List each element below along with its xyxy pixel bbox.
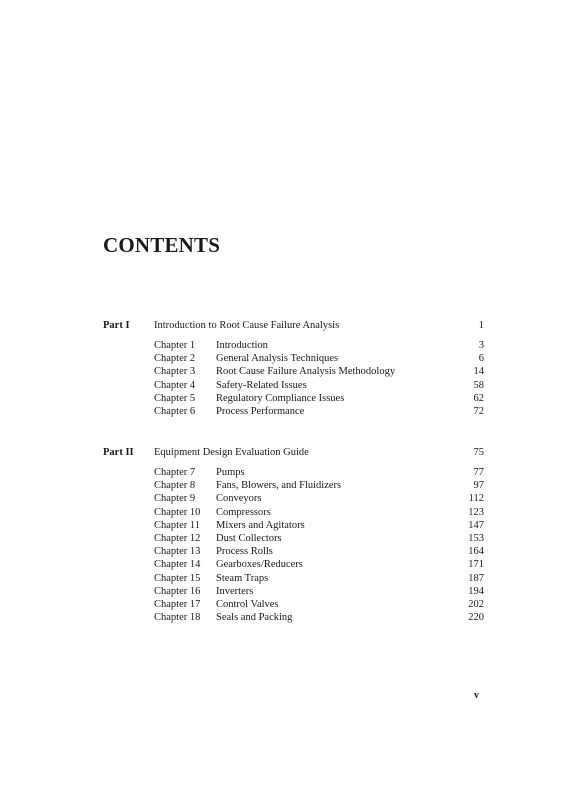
part-title: Introduction to Root Cause Failure Analysis [154,320,340,331]
chapter-label: Chapter 5 [154,392,196,404]
page-number: 153 [468,532,484,544]
part-header[interactable] [103,446,484,460]
page-number: 164 [468,546,484,558]
chapter-label: Chapter 17 [154,598,201,610]
page-number: 72 [473,405,484,417]
chapter-title: Mixers and Agitators [216,519,305,531]
chapter-label: Chapter 7 [154,467,196,478]
toc-entry[interactable] [103,558,484,571]
chapter-title: Steam Traps [216,572,269,584]
toc-entry[interactable] [103,365,484,378]
chapter-label: Chapter 1 [154,340,196,351]
page-number: 97 [473,480,484,492]
page-number: 14 [473,366,484,378]
toc-entry[interactable] [103,519,484,532]
chapter-label: Chapter 14 [154,559,201,571]
chapter-label: Chapter 8 [154,480,196,492]
chapter-title: Seals and Packing [216,612,293,624]
page-number: 123 [468,506,484,518]
toc-entry[interactable] [103,379,484,392]
toc-entry[interactable] [103,405,484,418]
chapter-label: Chapter 10 [154,506,201,518]
page-number: 62 [473,392,484,404]
chapter-title: Pumps [216,467,245,478]
page-folio: v [474,690,479,701]
toc-entry[interactable] [103,339,484,352]
chapter-title: Fans, Blowers, and Fluidizers [216,480,342,492]
chapter-title: Control Valves [216,598,279,610]
chapter-title: Root Cause Failure Analysis Methodology [216,366,396,378]
chapter-label: Chapter 9 [154,493,196,505]
chapter-label: Chapter 11 [154,519,200,531]
toc-entry[interactable] [103,585,484,598]
toc-entry[interactable] [103,392,484,405]
part-title: Equipment Design Evaluation Guide [154,447,309,458]
page-number: 194 [468,585,484,597]
page-number: 1 [478,320,484,331]
toc-entry[interactable] [103,506,484,519]
chapter-title: Introduction [216,340,268,351]
toc-entry[interactable] [103,479,484,492]
page-number: 112 [468,493,484,505]
toc-entry[interactable] [103,598,484,611]
page-number: 58 [473,379,484,391]
page-number: 202 [468,598,484,610]
toc-entry[interactable] [103,466,484,479]
chapter-title: Process Performance [216,405,305,417]
chapter-title: General Analysis Techniques [216,353,339,365]
page-number: 171 [468,559,484,571]
page-number: 147 [468,519,484,531]
chapter-list [103,466,484,624]
chapter-label: Chapter 6 [154,405,196,417]
chapter-title: Regulatory Compliance Issues [216,392,345,404]
page-number: 75 [473,447,484,458]
toc-part-2 [103,446,484,624]
part-header[interactable] [103,319,484,333]
chapter-title: Dust Collectors [216,532,282,544]
toc-entry[interactable] [103,532,484,545]
chapter-label: Chapter 4 [154,379,196,391]
chapter-label: Chapter 2 [154,353,196,365]
chapter-label: Chapter 18 [154,612,201,624]
chapter-label: Chapter 13 [154,546,201,558]
page-number: 3 [478,340,484,351]
toc-part-1 [103,319,484,418]
chapter-title: Compressors [216,506,271,518]
toc-entry[interactable] [103,492,484,505]
chapter-list [103,339,484,418]
chapter-title: Conveyors [216,493,262,505]
chapter-title: Inverters [216,585,254,597]
toc-entry[interactable] [103,611,484,624]
page-number: 77 [473,467,484,478]
toc-entry[interactable] [103,545,484,558]
page-number: 6 [478,353,484,365]
toc-entry[interactable] [103,572,484,585]
part-label: Part I [103,320,130,331]
chapter-title: Safety-Related Issues [216,379,307,391]
part-label: Part II [103,447,134,458]
page-title: CONTENTS [103,233,221,257]
chapter-label: Chapter 12 [154,532,201,544]
chapter-title: Gearboxes/Reducers [216,559,303,571]
chapter-label: Chapter 16 [154,585,201,597]
chapter-label: Chapter 15 [154,572,201,584]
chapter-title: Process Rolls [216,546,273,558]
page-number: 187 [468,572,484,584]
page-number: 220 [468,612,484,624]
chapter-label: Chapter 3 [154,366,196,378]
toc-entry[interactable] [103,352,484,365]
